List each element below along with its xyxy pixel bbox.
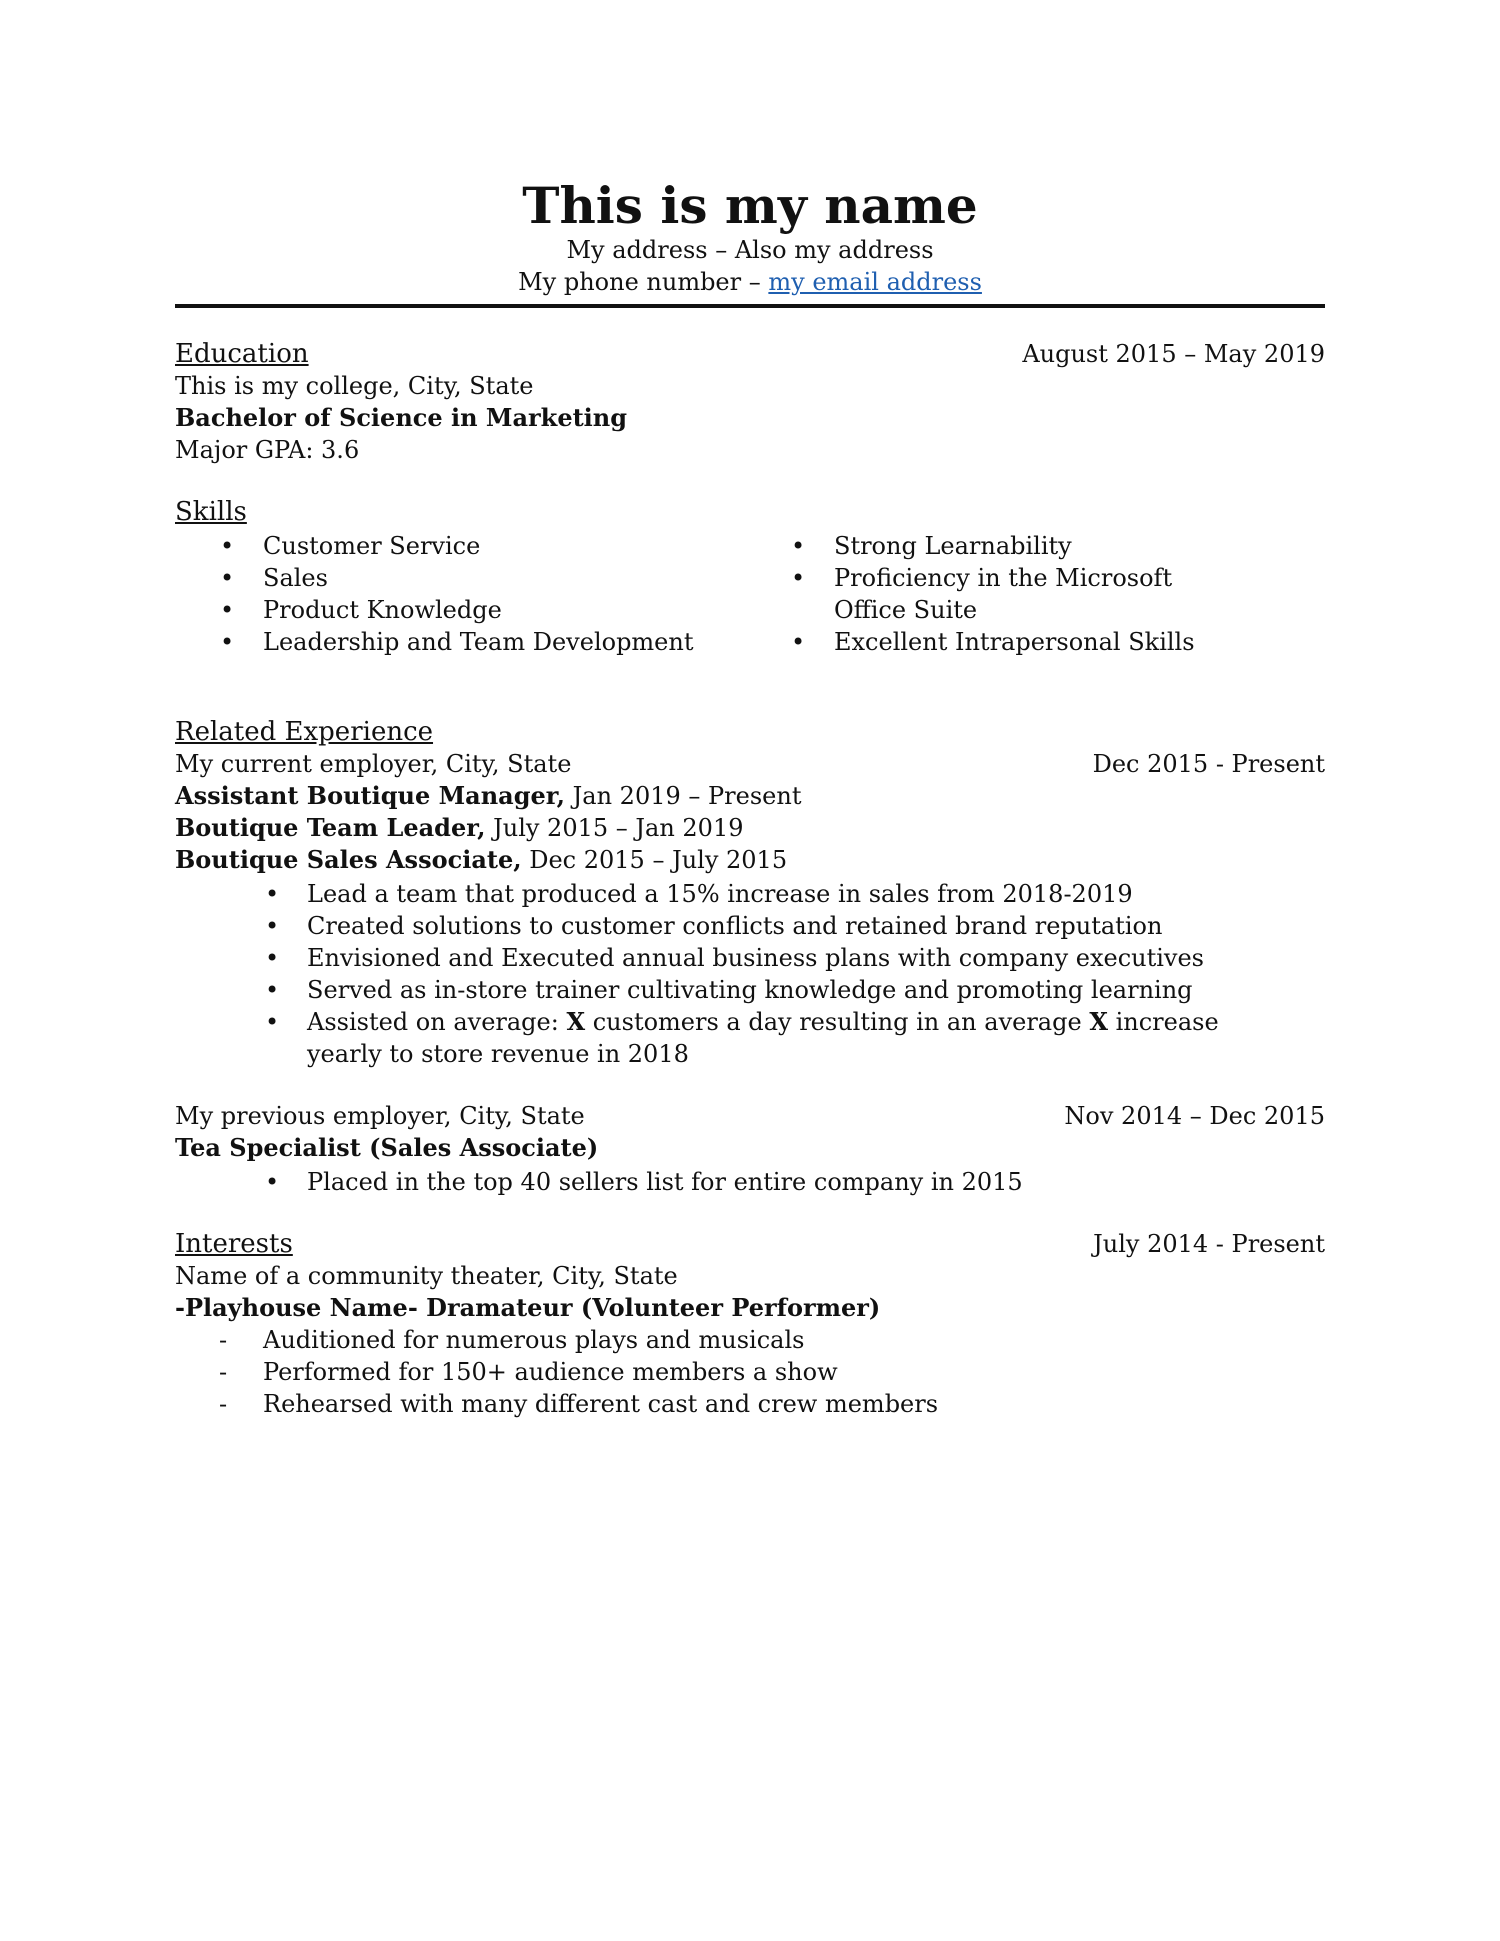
job-role [175, 844, 1325, 876]
skills-left-column [175, 530, 750, 658]
interests-date: July 2014 - Present [1093, 1230, 1325, 1258]
experience-bullet: • Created solutions to customer conflicts and retained brand reputation [175, 910, 1325, 942]
resume-header [175, 0, 1325, 298]
interests-role: -Playhouse Name- Dramateur (Volunteer Performer) [175, 1293, 881, 1322]
experience-section [175, 716, 1325, 1198]
experience-bullet: • Envisioned and Executed annual business plans with company executives [175, 942, 1325, 974]
education-date: August 2015 – May 2019 [1022, 340, 1325, 368]
skills-heading: Skills [175, 497, 247, 527]
interests-section [175, 1228, 1325, 1420]
skill-item-text: Proficiency in the Microsoft Office Suite [834, 564, 1173, 624]
skill-item: • Customer Service [175, 530, 750, 562]
job-role [175, 812, 1325, 844]
contact-line [175, 266, 1325, 298]
interest-item: - Rehearsed with many different cast and crew members [175, 1388, 1325, 1420]
skill-item: • Product Knowledge [175, 594, 750, 626]
bullet-text: Assisted on average: [307, 1008, 567, 1036]
bullet-text: increase yearly to store revenue in 2018 [307, 1008, 1219, 1068]
education-section [175, 338, 1325, 466]
header-divider [175, 304, 1325, 308]
skill-item: • Leadership and Team Development [175, 626, 750, 658]
experience-bullet: • Lead a team that produced a 15% increase in sales from 2018-2019 [175, 878, 1325, 910]
current-employer: My current employer, City, State [175, 750, 572, 778]
experience-bullet: • Placed in the top 40 sellers list for entire company in 2015 [175, 1166, 1325, 1198]
skills-section [175, 496, 1325, 658]
phone-text: My phone number – [518, 268, 769, 296]
current-job-bullets [175, 878, 1325, 1070]
bullet-text: customers a day resulting in an average [585, 1008, 1090, 1036]
job-role-title: Boutique Sales Associate, [175, 845, 522, 874]
job-role-dates: Jan 2019 – Present [565, 782, 802, 810]
experience-bullet [175, 1006, 1325, 1070]
education-degree: Bachelor of Science in Marketing [175, 403, 628, 432]
education-gpa: Major GPA: 3.6 [175, 436, 360, 464]
skills-columns [175, 530, 1325, 658]
candidate-name: This is my name [522, 176, 978, 235]
skills-right-column [750, 530, 1325, 658]
skill-item [746, 562, 1234, 626]
skill-item: • Strong Learnability [746, 530, 1325, 562]
experience-bullet: • Served as in-store trainer cultivating knowledge and promoting learning [175, 974, 1325, 1006]
previous-job-role: Tea Specialist (Sales Associate) [175, 1133, 599, 1162]
job-role-dates: Dec 2015 – July 2015 [521, 846, 788, 874]
job-role-title: Assistant Boutique Manager, [175, 781, 566, 810]
interest-item: - Performed for 150+ audience members a show [175, 1356, 1325, 1388]
previous-employer: My previous employer, City, State [175, 1102, 585, 1130]
email-link[interactable]: my email address [768, 268, 982, 296]
interests-org: Name of a community theater, City, State [175, 1262, 678, 1290]
previous-job-bullets [175, 1166, 1325, 1198]
current-employer-date: Dec 2015 - Present [1092, 750, 1325, 778]
address-line: My address – Also my address [566, 236, 934, 264]
resume-page [175, 0, 1325, 1420]
job-role-dates: July 2015 – Jan 2019 [485, 814, 744, 842]
interest-item: - Auditioned for numerous plays and musicals [175, 1324, 1325, 1356]
experience-heading: Related Experience [175, 717, 434, 747]
placeholder-x: X [1089, 1007, 1108, 1036]
education-heading: Education [175, 339, 309, 369]
interests-heading: Interests [175, 1229, 293, 1259]
previous-employer-date: Nov 2014 – Dec 2015 [1064, 1102, 1325, 1130]
education-school: This is my college, City, State [175, 372, 534, 400]
interests-list [175, 1324, 1325, 1420]
placeholder-x: X [566, 1007, 586, 1036]
job-role [175, 780, 1325, 812]
skill-item: • Sales [175, 562, 750, 594]
skill-item: • Excellent Intrapersonal Skills [746, 626, 1325, 658]
job-role-title: Boutique Team Leader, [175, 813, 486, 842]
